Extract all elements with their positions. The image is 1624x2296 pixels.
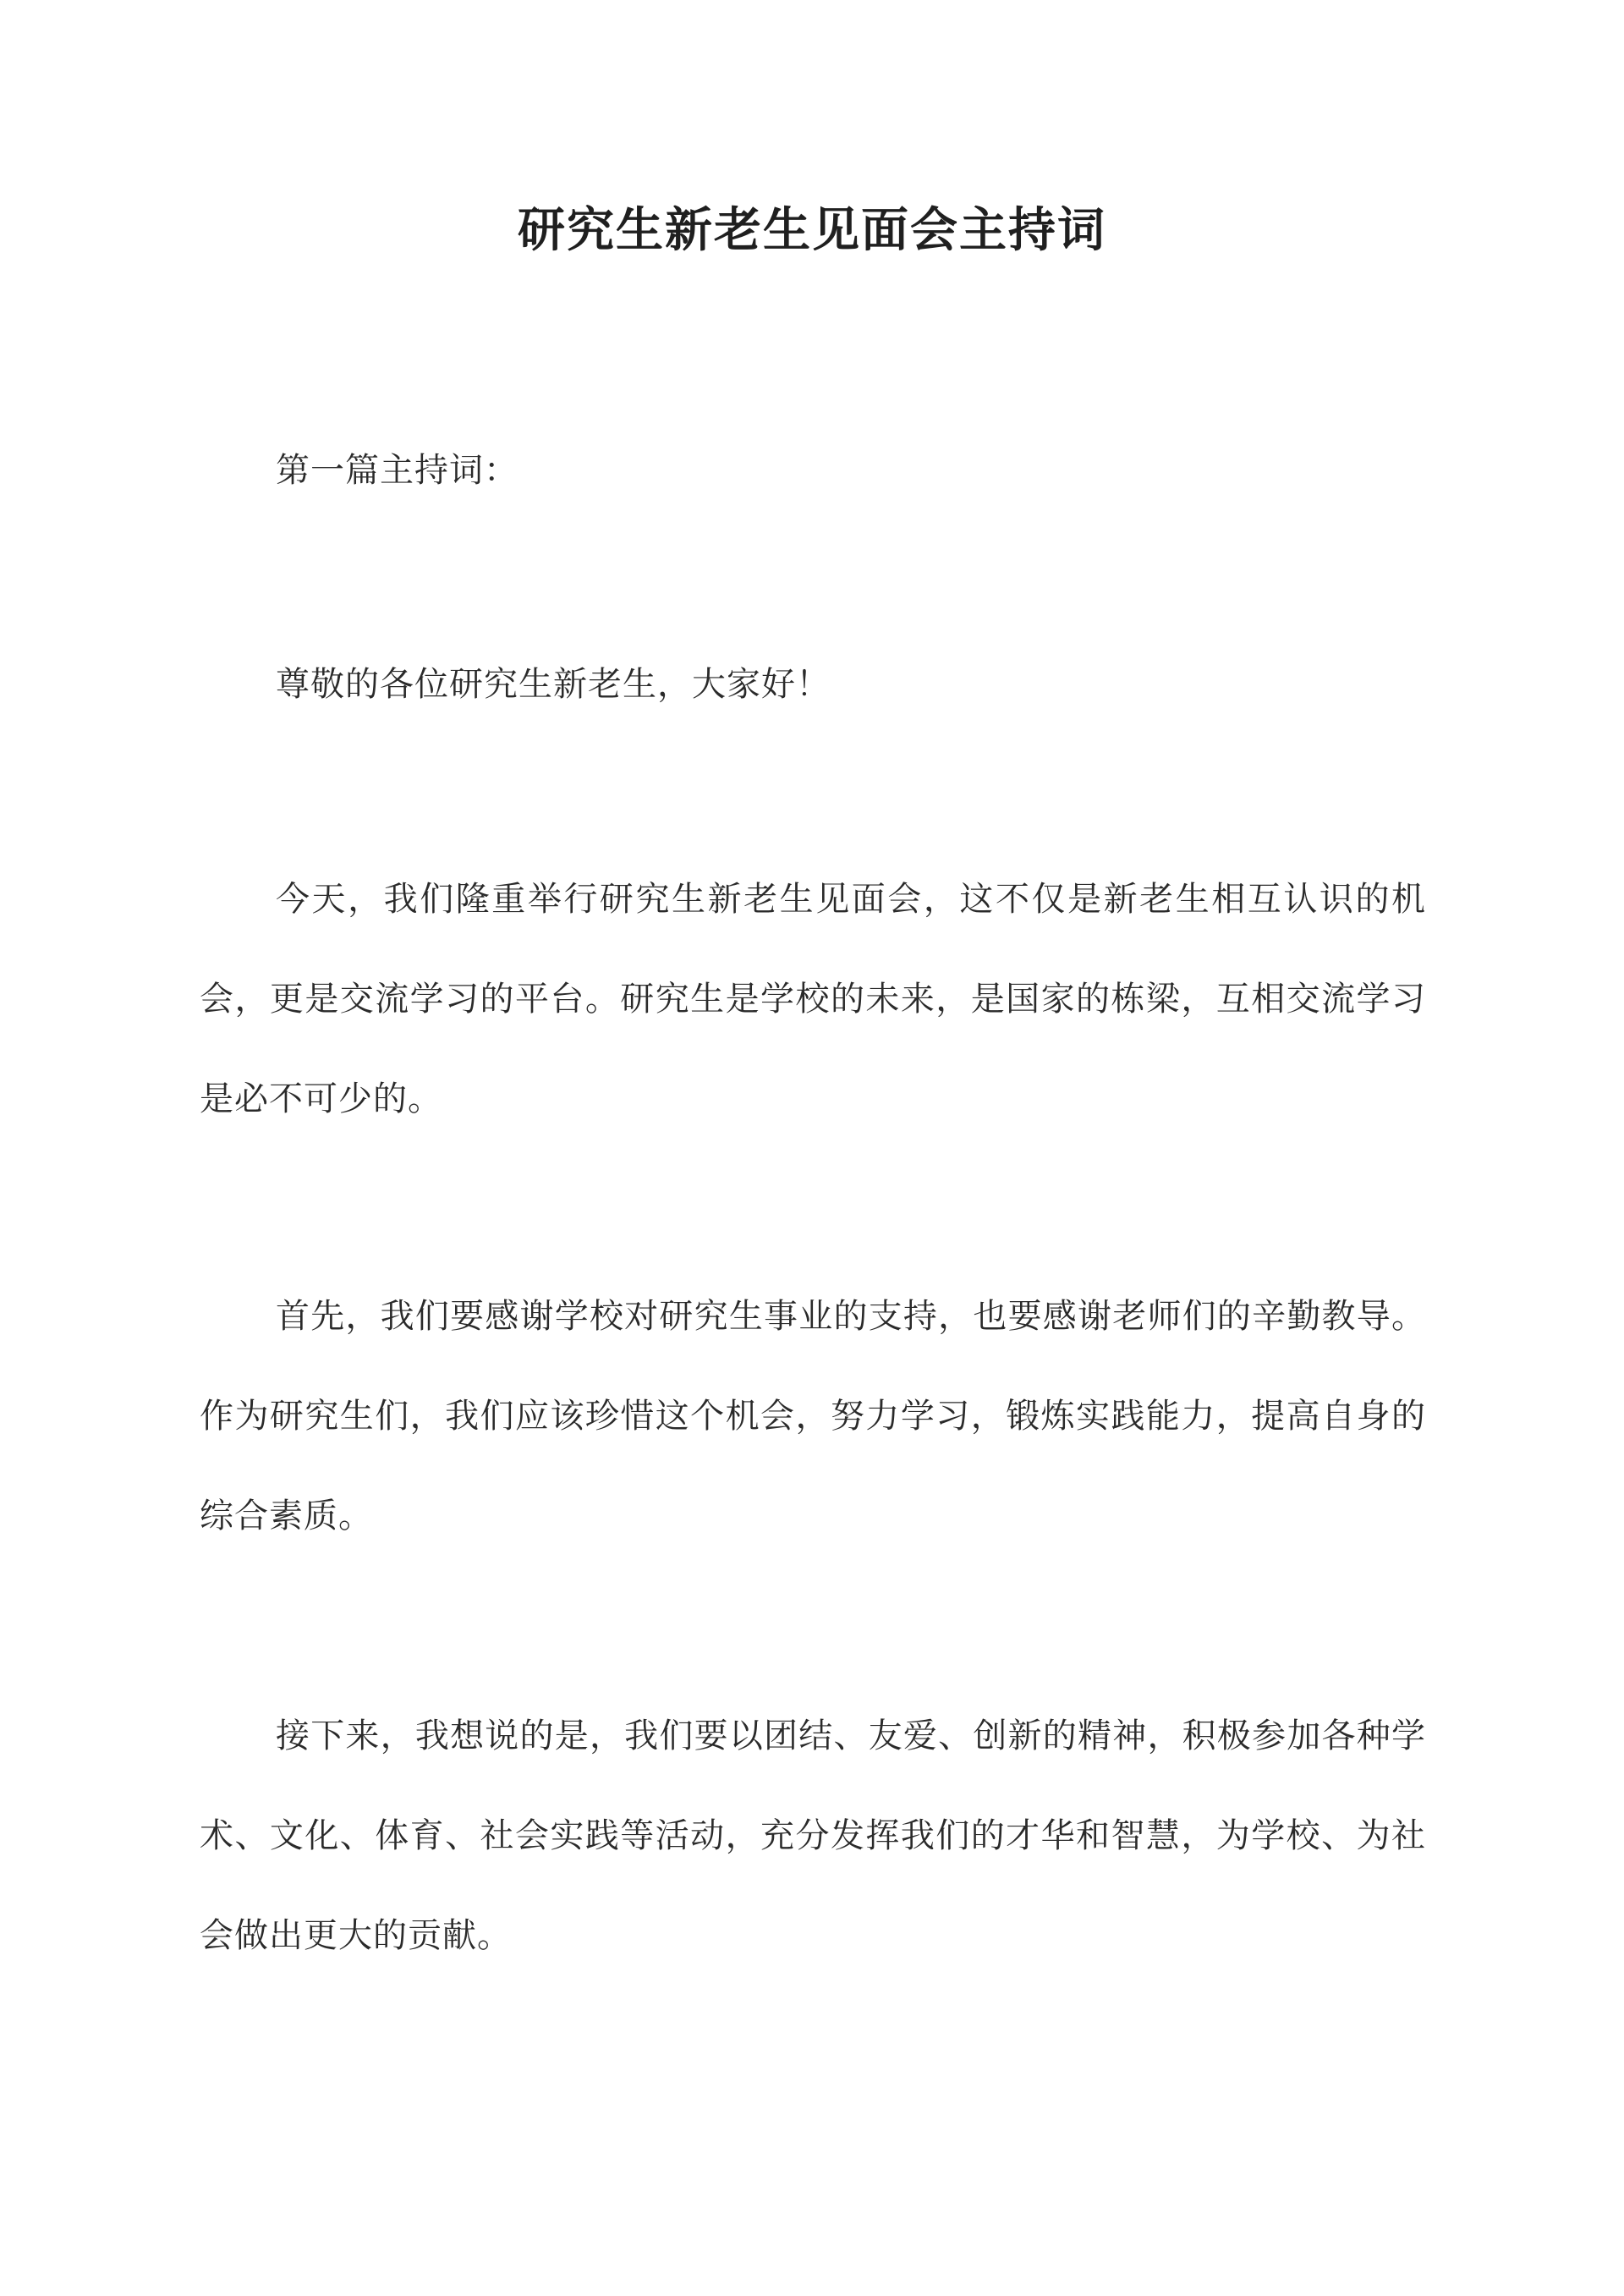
paragraph-activities: 接下来，我想说的是，我们要以团结、友爱、创新的精神，积极参加各种学术、文化、体育、社会实践等活动，充分发挥我们的才华和智慧，为学校、为社会做出更大的贡献。 [200,1717,1426,1955]
document-title: 研究生新老生见面会主持词 [518,202,1106,258]
paragraph-section-heading: 第一篇主持词： [276,451,518,490]
paragraph-thanks: 首先，我们要感谢学校对研究生事业的支持，也要感谢老师们的辛勤教导。作为研究生们，我们应该珍惜这个机会，努力学习，锻炼实践能力，提高自身的综合素质。 [200,1297,1426,1535]
paragraph-greeting: 尊敬的各位研究生新老生，大家好！ [276,665,831,704]
paragraph-opening: 今天，我们隆重举行研究生新老生见面会，这不仅是新老生相互认识的机会，更是交流学习的平台。研究生是学校的未来，是国家的栋梁，互相交流学习是必不可少的。 [200,880,1426,1118]
